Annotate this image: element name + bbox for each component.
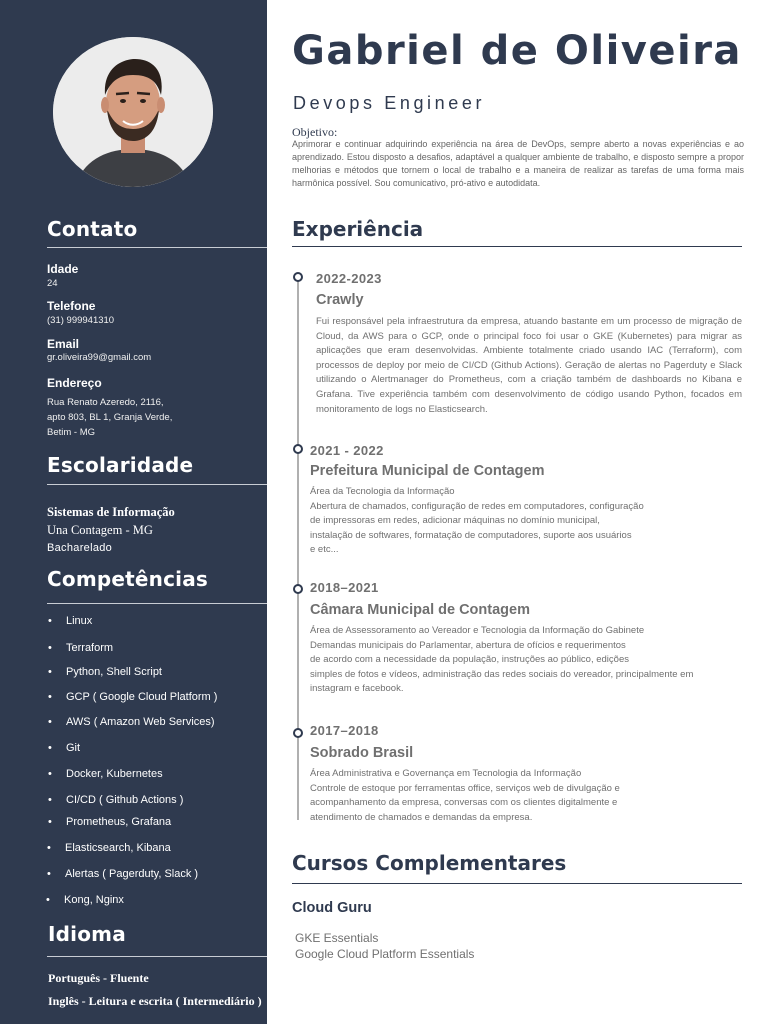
address-line: Betim - MG bbox=[47, 427, 96, 438]
skill-item bbox=[48, 666, 162, 678]
candidate-name: Gabriel de Oliveira bbox=[292, 28, 742, 74]
bullet-icon: • bbox=[47, 842, 51, 854]
skill-item bbox=[48, 794, 184, 806]
timeline-dot-icon bbox=[293, 728, 303, 738]
skill-label: Python, Shell Script bbox=[66, 666, 162, 678]
bullet-icon: • bbox=[47, 868, 51, 880]
phone-value: (31) 999941310 bbox=[47, 315, 115, 326]
experience-company: Prefeitura Municipal de Contagem bbox=[310, 463, 545, 479]
address-label: Endereço bbox=[47, 376, 102, 390]
timeline-dot-icon bbox=[293, 584, 303, 594]
education-school: Una Contagem - MG bbox=[47, 523, 153, 537]
skill-label: CI/CD ( Github Actions ) bbox=[66, 794, 184, 806]
experience-description: Fui responsável pela infraestrutura da empresa, atuando bastante em um processo de migração de Cloud, da AWS para o GCP, onde o principal foco foi usar o GKE (Kubernetes) para migrar as aplicações que eram desenvolvidas. Ambiente totalmente criado usando IAC (Terraform), com processos de deploy por meio de CI/CD (Github Actions). Geração de alertas no Pagerduty e Slack utilizando o Alertmanager do Prometheus, com a criação também de dashboards no Kibana e Grafana. Tive experiência também com desenvolvimento de código usando Python, focados em monitoramento de logs no Elasticsearch. bbox=[316, 316, 742, 415]
experience-years: 2017–2018 bbox=[310, 723, 379, 738]
description-line: Área da Tecnologia da Informação bbox=[310, 486, 455, 497]
experience-divider bbox=[292, 246, 742, 247]
skills-divider bbox=[47, 603, 267, 604]
bullet-icon: • bbox=[48, 716, 52, 728]
experience-timeline bbox=[297, 276, 299, 820]
skill-label: Elasticsearch, Kibana bbox=[65, 842, 171, 854]
skill-label: AWS ( Amazon Web Services) bbox=[66, 716, 215, 728]
description-line: atendimento de chamados e demandas da empresa. bbox=[310, 811, 533, 823]
experience-years: 2018–2021 bbox=[310, 580, 379, 595]
skill-label: Docker, Kubernetes bbox=[66, 768, 163, 780]
experience-years: 2022-2023 bbox=[316, 271, 382, 286]
experience-description bbox=[310, 624, 693, 697]
description-line: simples de fotos e vídeos, administração das redes sociais do vereador, principalmente em bbox=[310, 668, 694, 680]
skill-item bbox=[48, 816, 172, 828]
description-line: instagram e facebook. bbox=[310, 683, 404, 695]
language-item: Inglês - Leitura e escrita ( Intermediário ) bbox=[48, 994, 262, 1008]
description-line: Demandas municipais do Parlamentar, abertura de ofícios e requerimentos bbox=[310, 639, 626, 651]
sidebar bbox=[0, 0, 267, 1024]
contact-divider bbox=[47, 247, 267, 248]
bullet-icon: • bbox=[48, 691, 52, 703]
objective-text: Aprimorar e continuar adquirindo experiência na área de DevOps, sempre aberto a novas experiências e ao aprendizado. Estou disposto a desafios, adaptável a qualquer ambiente de trabalho, e disposto sempre a propor melhorias e métodos que tornem o local de trabalho e a maneira de realizar as tarefas de uma forma mais harmônica possível. Sou comunicativo, pró-ativo e autodidata. bbox=[292, 139, 744, 188]
experience-years: 2021 - 2022 bbox=[310, 443, 384, 458]
skills-heading: Competências bbox=[47, 567, 209, 591]
description-line: Controle de estoque por ferramentas office, serviços web de divulgação e bbox=[310, 782, 620, 794]
description-line: Área de Assessoramento ao Vereador e Tecnologia da Informação do Gabinete bbox=[310, 625, 645, 636]
education-degree: Bacharelado bbox=[47, 542, 113, 554]
language-divider bbox=[47, 956, 267, 957]
contact-heading: Contato bbox=[47, 217, 138, 241]
timeline-dot-icon bbox=[293, 272, 303, 282]
description-line: de impressoras em redes, adicionar máquinas no domínio municipal, bbox=[310, 515, 600, 527]
skill-label: GCP ( Google Cloud Platform ) bbox=[66, 691, 218, 703]
skill-item bbox=[46, 894, 124, 906]
education-divider bbox=[47, 484, 267, 485]
objective-label: Objetivo: bbox=[292, 125, 338, 139]
bullet-icon: • bbox=[48, 742, 52, 754]
skill-item bbox=[48, 691, 218, 703]
bullet-icon: • bbox=[46, 894, 50, 906]
skill-label: Linux bbox=[66, 615, 93, 627]
bullet-icon: • bbox=[48, 816, 52, 828]
experience-company: Sobrado Brasil bbox=[310, 745, 414, 761]
course-item: GKE Essentials bbox=[295, 931, 379, 945]
skill-item bbox=[48, 742, 81, 754]
bullet-icon: • bbox=[48, 768, 52, 780]
bullet-icon: • bbox=[48, 666, 52, 678]
courses-heading: Cursos Complementares bbox=[292, 851, 567, 875]
description-line: Área Administrativa e Governança em Tecnologia da Informação bbox=[310, 768, 582, 779]
education-heading: Escolaridade bbox=[47, 453, 194, 477]
email-value: gr.oliveira99@gmail.com bbox=[47, 352, 152, 363]
skill-item bbox=[48, 615, 93, 627]
course-item: Google Cloud Platform Essentials bbox=[295, 947, 475, 961]
avatar-portrait-icon bbox=[53, 37, 213, 187]
description-line: acompanhamento da empresa, conversas com os clientes digitalmente e bbox=[310, 797, 618, 809]
profile-photo bbox=[53, 37, 213, 187]
experience-company: Câmara Municipal de Contagem bbox=[310, 602, 530, 618]
skill-item bbox=[47, 868, 199, 880]
phone-label: Telefone bbox=[47, 299, 96, 313]
skill-item bbox=[47, 842, 171, 854]
bullet-icon: • bbox=[48, 615, 52, 627]
skill-label: Prometheus, Grafana bbox=[66, 816, 172, 828]
experience-company: Crawly bbox=[316, 292, 364, 308]
experience-description bbox=[310, 767, 620, 825]
bullet-icon: • bbox=[48, 794, 52, 806]
skill-item bbox=[48, 716, 215, 728]
bullet-icon: • bbox=[48, 642, 52, 654]
description-line: instalação de softwares, formatação de computadores, suporte aos usuários bbox=[310, 529, 632, 541]
age-value: 24 bbox=[47, 278, 58, 289]
timeline-dot-icon bbox=[293, 444, 303, 454]
skill-item bbox=[48, 768, 163, 780]
courses-divider bbox=[292, 883, 742, 884]
address-value bbox=[47, 395, 172, 440]
skill-label: Git bbox=[66, 742, 81, 754]
course-provider: Cloud Guru bbox=[292, 900, 372, 916]
address-line: apto 803, BL 1, Granja Verde, bbox=[47, 412, 173, 423]
description-line: Abertura de chamados, configuração de redes em computadores, configuração bbox=[310, 500, 644, 512]
skill-label: Kong, Nginx bbox=[64, 894, 124, 906]
description-line: de acordo com a necessidade da população, instruções ao público, edições bbox=[310, 654, 629, 666]
experience-heading: Experiência bbox=[292, 217, 424, 241]
experience-description bbox=[310, 485, 644, 558]
age-label: Idade bbox=[47, 262, 79, 276]
language-heading: Idioma bbox=[48, 922, 126, 946]
skill-label: Alertas ( Pagerduty, Slack ) bbox=[65, 868, 199, 880]
education-course: Sistemas de Informação bbox=[47, 505, 175, 519]
skill-item bbox=[48, 642, 114, 654]
description-line: e etc... bbox=[310, 544, 339, 556]
skill-label: Terraform bbox=[66, 642, 114, 654]
address-line: Rua Renato Azeredo, 2116, bbox=[47, 397, 164, 408]
email-label: Email bbox=[47, 337, 80, 351]
candidate-role: Devops Engineer bbox=[293, 93, 486, 113]
language-item: Português - Fluente bbox=[48, 971, 149, 985]
